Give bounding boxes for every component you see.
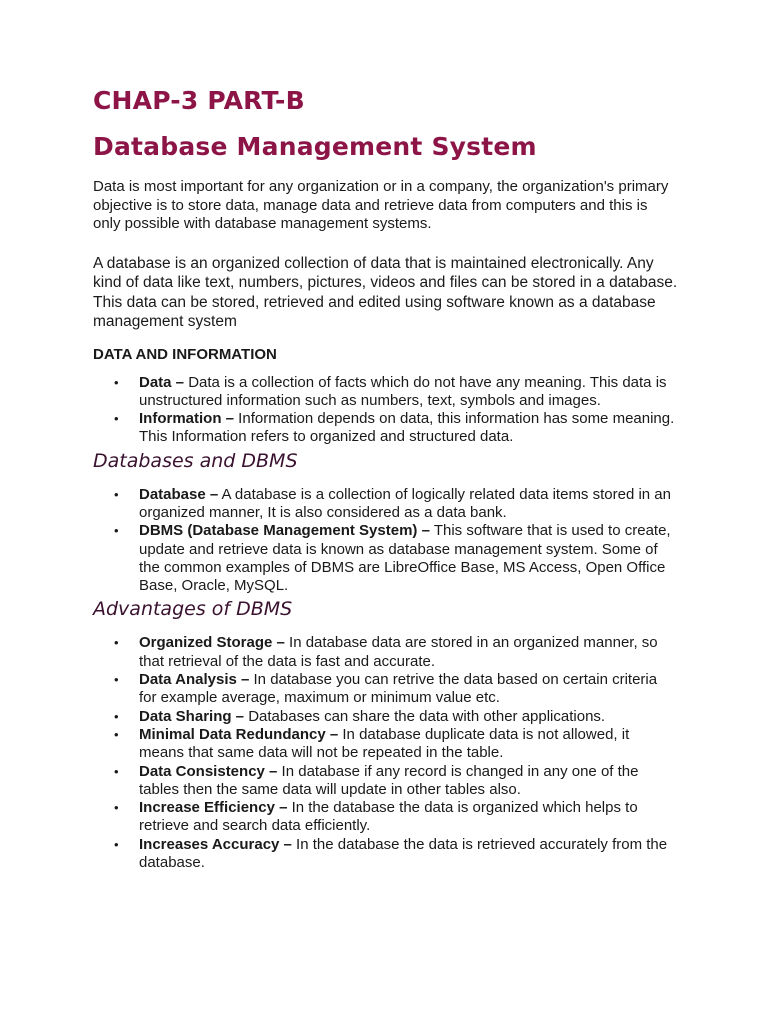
- data-information-heading: DATA AND INFORMATION: [93, 345, 277, 363]
- list-item: [139, 486, 678, 523]
- list-item-term: Increase Efficiency –: [139, 799, 288, 817]
- list-item-text: A database is a collection of logically related data items stored in an organized manner, It is also considered as a data bank.: [139, 485, 671, 521]
- list-item-text: In the database the data is retrieved accurately from the database.: [139, 835, 668, 872]
- list-item-term: Minimal Data Redundancy –: [139, 725, 339, 743]
- list-item: [139, 671, 678, 708]
- list-item-text: Information depends on data, this information has some meaning. This Information refers to organized and structured data.: [139, 410, 675, 446]
- advantages-list: [93, 634, 678, 872]
- list-item-term: Data –: [139, 373, 185, 391]
- list-item-term: Data Consistency –: [139, 762, 278, 780]
- list-item-text: In database if any record is changed in any one of the tables then the same data will update in other tables also.: [139, 762, 639, 798]
- list-item-text: This software that is used to create, update and retrieve data is known as database management system. Some of the common examples of DBMS are LibreOffice Base, MS Access, Open Office Base, Oracle, MySQL.: [139, 522, 671, 595]
- list-item-text: In database data are stored in an organized manner, so that retrieval of the data is fast and accurate.: [139, 634, 658, 670]
- intro-paragraph-1: Data is most important for any organization or in a company, the organization's primary objective is to store data, manage data and retrieve data from computers and this is only possible with database management systems.: [93, 178, 669, 232]
- list-item: [139, 799, 678, 836]
- databases-dbms-list: [93, 486, 678, 596]
- list-item-term: Data Sharing –: [139, 707, 245, 725]
- list-item: [139, 374, 678, 411]
- list-item-text: Data is a collection of facts which do not have any meaning. This data is unstructured information such as numbers, text, symbols and images.: [139, 373, 667, 409]
- list-item: [139, 726, 678, 763]
- list-item-text: In database you can retrive the data based on certain criteria for example average, maximum or minimum value etc.: [139, 671, 658, 707]
- list-item: [139, 763, 678, 800]
- list-item-term: DBMS (Database Management System) –: [139, 522, 430, 540]
- data-information-list: [93, 374, 678, 447]
- chapter-heading: CHAP-3 PART-B: [93, 86, 305, 115]
- list-item-text: Databases can share the data with other applications.: [244, 707, 606, 725]
- list-item-term: Database –: [139, 485, 219, 503]
- list-item: [139, 836, 678, 873]
- list-item: [139, 634, 678, 671]
- list-item: [139, 522, 678, 595]
- list-item-text: In database duplicate data is not allowed, it means that same data will not be repeated in the table.: [139, 725, 630, 762]
- page-title: Database Management System: [93, 132, 537, 161]
- list-item-term: Information –: [139, 410, 235, 428]
- list-item-term: Increases Accuracy –: [139, 835, 292, 853]
- intro-paragraph-2: A database is an organized collection of data that is maintained electronically. Any kind of data like text, numbers, pictures, videos and files can be stored in a database. This data can be stored, retrieved and edited using software known as a database management system: [93, 254, 678, 330]
- list-item-term: Data Analysis –: [139, 671, 250, 689]
- list-item: [139, 708, 678, 726]
- list-item-text: In the database the data is organized which helps to retrieve and search data efficiently.: [139, 799, 638, 835]
- advantages-heading: Advantages of DBMS: [93, 598, 293, 621]
- list-item-term: Organized Storage –: [139, 634, 285, 652]
- list-item: [139, 410, 678, 447]
- databases-dbms-heading: Databases and DBMS: [93, 449, 298, 472]
